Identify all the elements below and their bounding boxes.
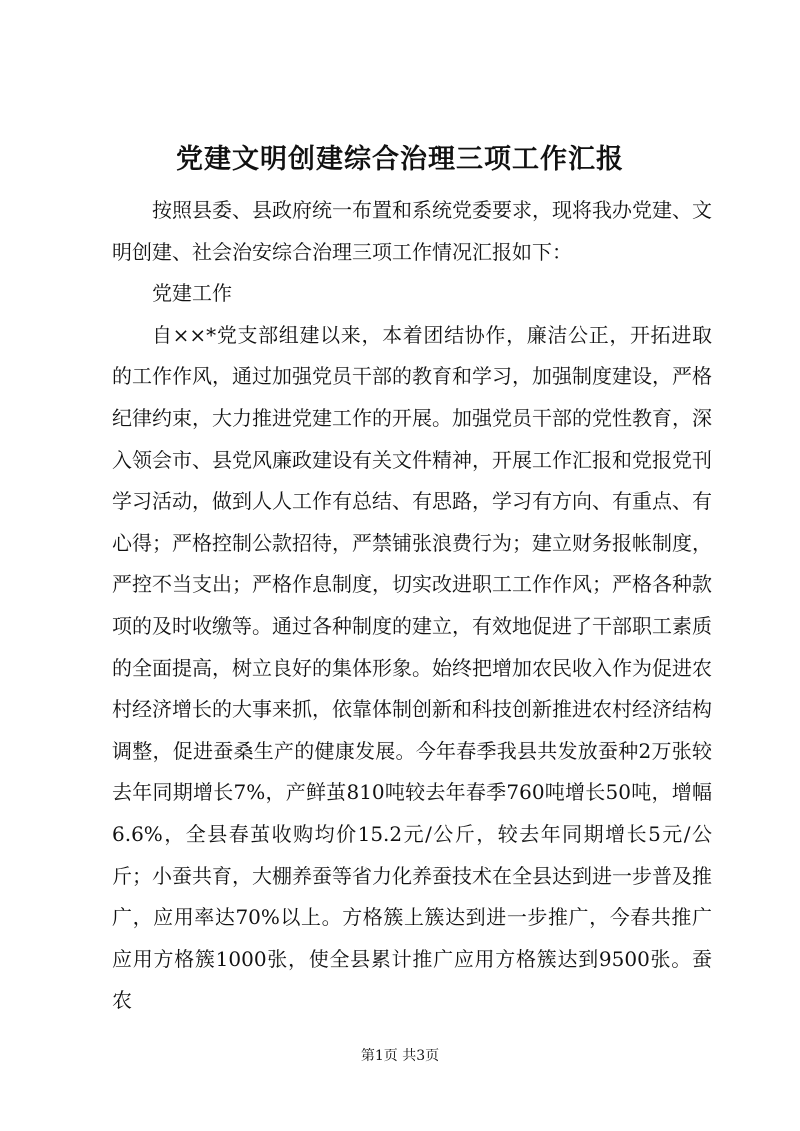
document-body: [112, 190, 712, 1022]
body-paragraph: 自××*党支部组建以来，本着团结协作，廉洁公正，开拓进取的工作作风，通过加强党员干部的教育和学习，加强制度建设，严格纪律约束，大力推进党建工作的开展。加强党员干部的党性教育，深入领会市、县党风廉政建设有关文件精神，开展工作汇报和党报党刊学习活动，做到人人工作有总结、有思路，学习有方向、有重点、有心得；严格控制公款招待，严禁铺张浪费行为；建立财务报帐制度，严控不当支出；严格作息制度，切实改进职工工作作风；严格各种款项的及时收缴等。通过各种制度的建立，有效地促进了干部职工素质的全面提高，树立良好的集体形象。始终把增加农民收入作为促进农村经济增长的大事来抓，依靠体制创新和科技创新推进农村经济结构调整，促进蚕桑生产的健康发展。今年春季我县共发放蚕种2万张较去年同期增长7%，产鲜茧810吨较去年春季760吨增长50吨，增幅6.6%，全县春茧收购均价15.2元/公斤，较去年同期增长5元/公斤；小蚕共育，大棚养蚕等省力化养蚕技术在全县达到进一步普及推广，应用率达70%以上。方格簇上簇达到进一步推广，今春共推广应用方格簇1000张，使全县累计推广应用方格簇达到9500张。蚕农: [112, 322, 712, 1013]
page-number: 第1页 共3页: [360, 1048, 440, 1064]
section-heading-party-building: 党建工作: [152, 281, 232, 306]
intro-paragraph: 按照县委、县政府统一布置和系统党委要求，现将我办党建、文明创建、社会治安综合治理三项工作情况汇报如下：: [112, 198, 712, 264]
document-title: 党建文明创建综合治理三项工作汇报: [176, 144, 624, 175]
